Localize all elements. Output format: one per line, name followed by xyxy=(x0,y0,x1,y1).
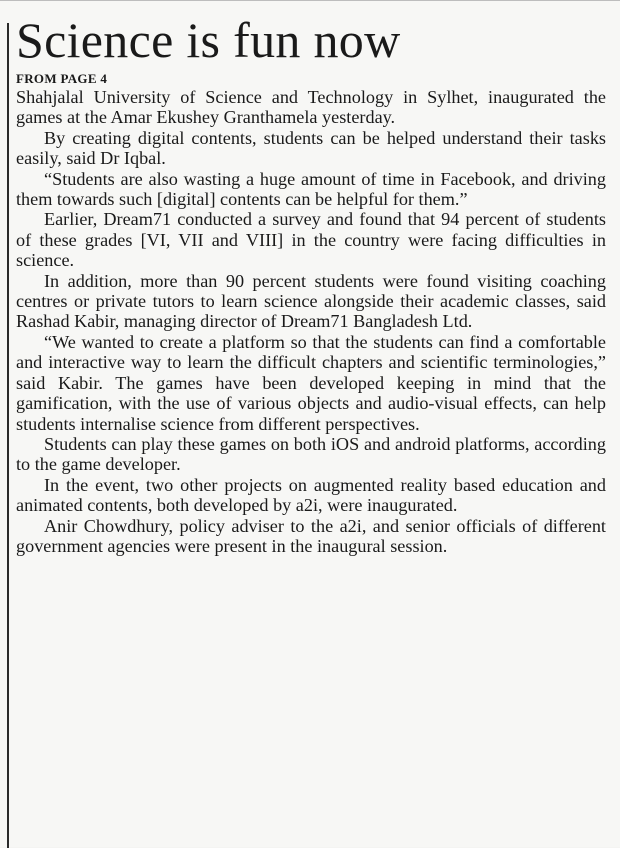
paragraph-3: “Students are also wasting a huge amount of time in Facebook, and driving them towards such [digital] contents can be helpful for them.” xyxy=(16,168,606,210)
column-rule xyxy=(7,23,9,848)
paragraph-5: In addition, more than 90 percent students were found visiting coaching centres or private tutors to learn science alongside their academic classes, said Rashad Kabir, managing director of Dream71 Bangladesh Ltd. xyxy=(16,270,606,332)
paragraph-7: Students can play these games on both iOS and android platforms, according to the game developer. xyxy=(16,433,606,475)
article xyxy=(16,11,606,556)
headline: Science is fun now xyxy=(16,12,401,68)
continuation-label: FROM PAGE 4 xyxy=(16,71,108,86)
paragraph-2: By creating digital contents, students can be helped understand their tasks easily, said Dr Iqbal. xyxy=(16,127,606,169)
paragraph-8: In the event, two other projects on augmented reality based education and animated contents, both developed by a2i, were inaugurated. xyxy=(16,474,606,516)
paragraph-6: “We wanted to create a platform so that the students can find a comfortable and interactive way to learn the difficult chapters and scientific terminologies,” said Kabir. The games have been developed keeping in mind that the gamification, with the use of various objects and audio-visual effects, can help students internalise science from different perspectives. xyxy=(16,331,606,434)
paragraph-1: Shahjalal University of Science and Technology in Sylhet, inaugurated the games at the Amar Ekushey Granthamela yesterday. xyxy=(16,87,606,128)
paragraph-4: Earlier, Dream71 conducted a survey and found that 94 percent of students of these grades [VI, VII and VIII] in the country were facing difficulties in science. xyxy=(16,209,606,271)
paragraph-9: Anir Chowdhury, policy adviser to the a2i, and senior officials of different government agencies were present in the inaugural session. xyxy=(16,515,606,556)
